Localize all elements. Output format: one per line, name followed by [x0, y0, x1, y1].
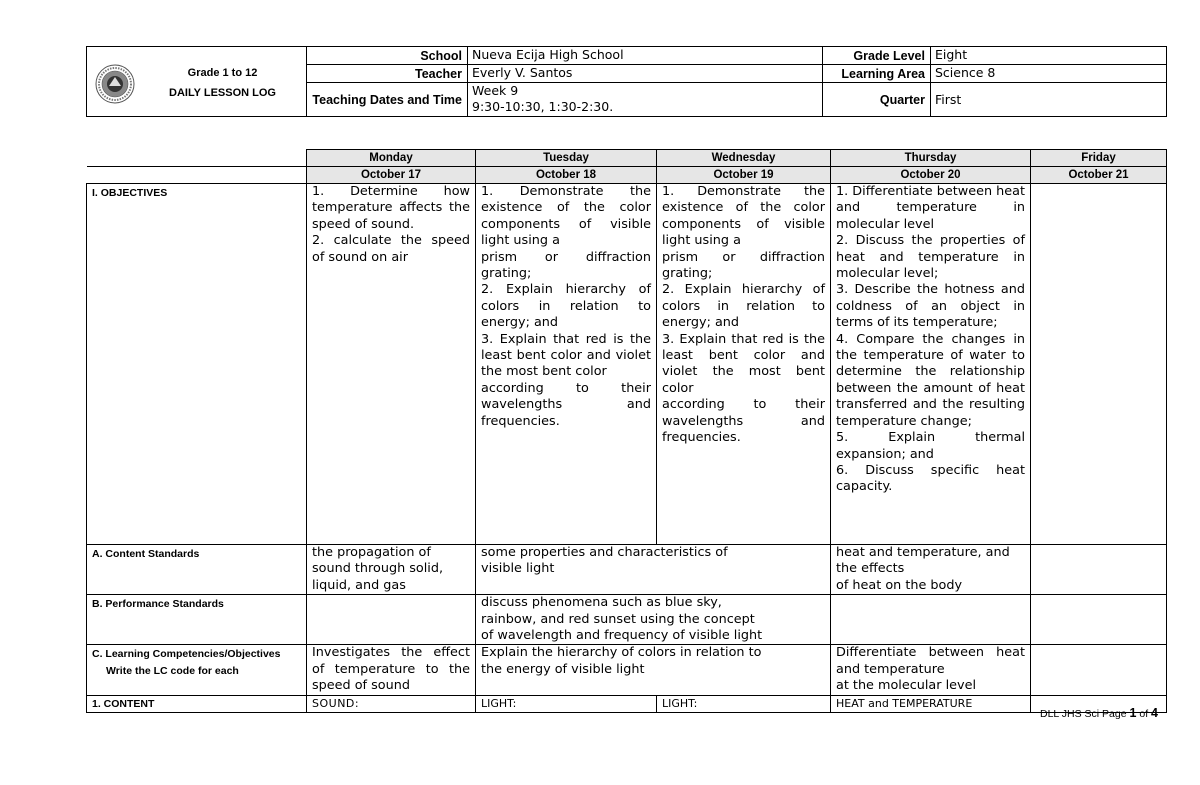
objectives-row	[87, 184, 1167, 545]
corner-cell-2	[87, 167, 307, 184]
header-table	[86, 46, 1167, 117]
competencies-label-cell	[87, 645, 307, 695]
content-thursday: HEAT and TEMPERATURE	[831, 695, 1031, 712]
footer-of: of	[1136, 708, 1152, 720]
school-label: School	[307, 47, 468, 65]
lesson-log-table	[86, 149, 1167, 713]
log-title: DAILY LESSON LOG	[169, 86, 276, 99]
content-tuesday: LIGHT:	[476, 695, 657, 712]
objectives-monday: 1. Determine how temperature affects the speed of sound. 2. calculate the speed of sound on air	[307, 184, 476, 545]
objectives-friday	[1031, 184, 1167, 545]
page-footer	[1040, 706, 1158, 720]
content-wednesday: LIGHT:	[657, 695, 831, 712]
content-label: 1. CONTENT	[87, 695, 307, 712]
footer-prefix: DLL JHS Sci Page	[1040, 708, 1130, 720]
objectives-tuesday: 1. Demonstrate the existence of the color components of visible light using a prism or diffraction grating; 2. Explain hierarchy of colors in relation to energy; and 3. Explain that red is the least bent color and violet the most bent color according to their wavelengths and frequencies.	[476, 184, 657, 545]
footer-total-pages: 4	[1151, 706, 1158, 720]
competencies-sublabel: Write the LC code for each	[106, 664, 239, 677]
competencies-thursday: Differentiate between heat and temperature at the molecular level	[831, 645, 1031, 695]
quarter-value: First	[931, 83, 1167, 117]
competencies-friday	[1031, 645, 1167, 695]
content-row	[87, 695, 1167, 712]
time-value: 9:30-10:30, 1:30-2:30.	[472, 99, 614, 114]
school-branding	[87, 47, 307, 117]
performance-standards-label: B. Performance Standards	[87, 595, 307, 645]
teacher-label: Teacher	[307, 65, 468, 83]
objectives-wednesday: 1. Demonstrate the existence of the color components of visible light using a prism or diffraction grating; 2. Explain hierarchy of colors in relation to energy; and 3. Explain that red is the least bent color and violet the most bent color according to their wavelengths and frequencies.	[657, 184, 831, 545]
learning-area-value: Science 8	[931, 65, 1167, 83]
footer-page-number: 1	[1129, 706, 1137, 720]
corner-cell	[87, 150, 307, 167]
deped-seal-icon	[95, 64, 135, 104]
date-tuesday: October 18	[476, 167, 657, 184]
performance-standards-tue-wed: discuss phenomena such as blue sky, rainbow, and red sunset using the concept of wavelength and frequency of visible light	[476, 595, 831, 645]
date-wednesday: October 19	[657, 167, 831, 184]
competencies-monday: Investigates the effect of temperature to the speed of sound	[307, 645, 476, 695]
performance-standards-thursday	[831, 595, 1031, 645]
performance-standards-row	[87, 595, 1167, 645]
dates-value	[468, 83, 823, 117]
date-thursday: October 20	[831, 167, 1031, 184]
week-value: Week 9	[472, 83, 519, 98]
teacher-value: Everly V. Santos	[468, 65, 823, 83]
dates-label: Teaching Dates and Time	[307, 83, 468, 117]
content-standards-row	[87, 545, 1167, 595]
date-monday: October 17	[307, 167, 476, 184]
day-wednesday: Wednesday	[657, 150, 831, 167]
content-standards-tue-wed: some properties and characteristics of visible light	[476, 545, 831, 595]
objectives-label: I. OBJECTIVES	[87, 184, 307, 545]
content-standards-monday: the propagation of sound through solid, liquid, and gas	[307, 545, 476, 595]
learning-area-label: Learning Area	[823, 65, 931, 83]
performance-standards-friday	[1031, 595, 1167, 645]
grade-level-value: Eight	[931, 47, 1167, 65]
competencies-row	[87, 645, 1167, 695]
grade-level-label: Grade Level	[823, 47, 931, 65]
day-monday: Monday	[307, 150, 476, 167]
content-monday: SOUND:	[307, 695, 476, 712]
day-friday: Friday	[1031, 150, 1167, 167]
content-standards-label: A. Content Standards	[87, 545, 307, 595]
quarter-label: Quarter	[823, 83, 931, 117]
competencies-tue-wed: Explain the hierarchy of colors in relation to the energy of visible light	[476, 645, 831, 695]
performance-standards-monday	[307, 595, 476, 645]
grade-title: Grade 1 to 12	[187, 66, 258, 79]
content-standards-thursday: heat and temperature, and the effects of heat on the body	[831, 545, 1031, 595]
objectives-thursday: 1. Differentiate between heat and temperature in molecular level 2. Discuss the properties of heat and temperature in molecular level; 3. Describe the hotness and coldness of an object in terms of its temperature; 4. Compare the changes in the temperature of water to determine the relationship between the amount of heat transferred and the resulting temperature change; 5. Explain thermal expansion; and 6. Discuss specific heat capacity.	[831, 184, 1031, 545]
day-tuesday: Tuesday	[476, 150, 657, 167]
date-friday: October 21	[1031, 167, 1167, 184]
day-thursday: Thursday	[831, 150, 1031, 167]
school-value: Nueva Ecija High School	[468, 47, 823, 65]
content-standards-friday	[1031, 545, 1167, 595]
competencies-label: C. Learning Competencies/Objectives	[92, 648, 281, 661]
